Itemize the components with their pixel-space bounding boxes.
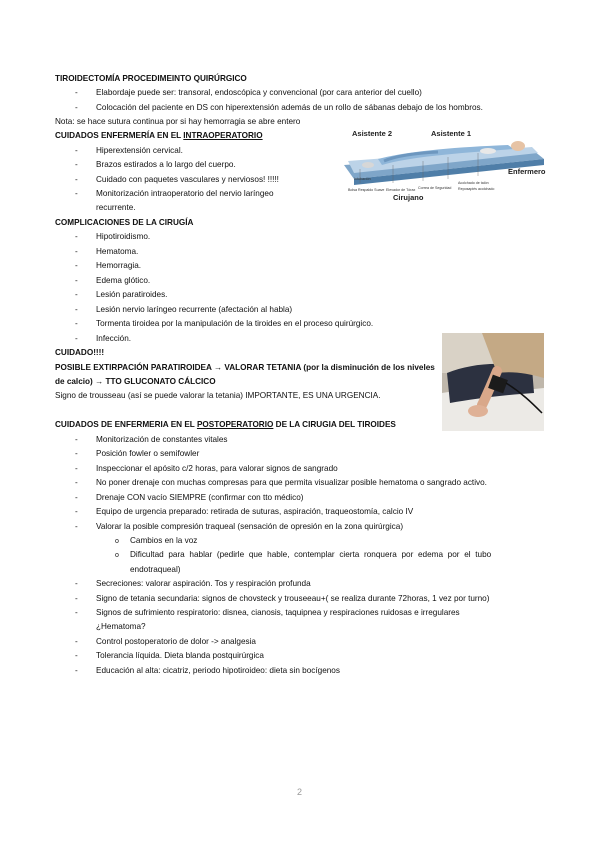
list-item: Elabordaje puede ser: transoral, endoscópica y convencional (por cara anterior del cuello): [96, 88, 422, 97]
list-dash: -: [75, 579, 78, 588]
list-item: Signos de sufrimiento respiratorio: disnea, cianosis, taquipnea y respiraciones ruidosas e irregulares: [96, 608, 460, 617]
list-dash: -: [75, 449, 78, 458]
cuidado-line-2: de calcio) → TTO GLUCONATO CÁLCICO: [55, 377, 216, 386]
small-label: Acolchado de talón: [458, 181, 489, 185]
section-title-postoperatorio: [55, 418, 396, 431]
trousseau-sign-photo: [442, 333, 544, 431]
list-item: Signo de tetania secundaria: signos de chovsteck y trouseeau+( se realiza durante 72horas, 1 vez por turno): [96, 594, 490, 603]
small-label: Correa de Seguridad: [418, 186, 452, 190]
list-item: Hipotiroidismo.: [96, 232, 151, 241]
list-item: Inspeccionar el apósito c/2 horas, para valorar signos de sangrado: [96, 464, 338, 473]
list-item: Tormenta tiroidea por la manipulación de la tiroides en el proceso quirúrgico.: [96, 319, 374, 328]
small-label: Bolsa Respaldo Suave: [348, 188, 385, 192]
title-underlined: INTRAOPERATORIO: [183, 131, 263, 140]
small-label: Reposapiés acolchado: [458, 187, 495, 191]
list-dash: -: [75, 334, 78, 343]
list-item: Monitorización intraoperatorio del nervio laríngeo: [96, 189, 274, 198]
list-item: Posición fowler o semifowler: [96, 449, 200, 458]
list-dash: -: [75, 651, 78, 660]
list-dash: -: [75, 319, 78, 328]
list-dash: -: [75, 637, 78, 646]
list-item: Hiperextensión cervical.: [96, 146, 183, 155]
list-dash: -: [75, 290, 78, 299]
label-cirujano: Cirujano: [393, 193, 424, 202]
title-prefix: CUIDADOS DE ENFERMERIA EN EL: [55, 420, 197, 429]
list-dash: -: [75, 247, 78, 256]
cuidado-line-1: POSIBLE EXTIRPACIÓN PARATIROIDEA → VALORAR TETANIA (por la disminución de los niveles: [55, 363, 435, 372]
list-dash: -: [75, 103, 78, 112]
cuidado-title: CUIDADO!!!!: [55, 348, 105, 357]
sub-bullet: o: [115, 538, 119, 545]
note-text: Nota: se hace sutura continua por si hay hemorragia se abre entero: [55, 117, 301, 126]
list-dash: -: [75, 160, 78, 169]
list-item: Valorar la posible compresión traqueal (sensación de opresión en la zona quirúrgica): [96, 522, 404, 531]
list-dash: -: [75, 261, 78, 270]
list-dash: -: [75, 232, 78, 241]
photo-drawing: [442, 333, 544, 431]
title-suffix: DE LA CIRUGIA DEL TIROIDES: [273, 420, 396, 429]
list-dash: -: [75, 478, 78, 487]
list-item: Secreciones: valorar aspiración. Tos y respiración profunda: [96, 579, 311, 588]
list-dash: -: [75, 464, 78, 473]
list-item: Hemorragia.: [96, 261, 142, 270]
list-item: No poner drenaje con muchas compresas para que permita visualizar posible hematoma o sangrado activo.: [96, 478, 487, 487]
list-item: Lesión paratiroides.: [96, 290, 168, 299]
list-dash: -: [75, 175, 78, 184]
list-dash: -: [75, 189, 78, 198]
list-item: Tolerancia líquida. Dieta blanda postquirúrgica: [96, 651, 264, 660]
list-item: Hematoma.: [96, 247, 139, 256]
title-prefix: CUIDADOS ENFERMERÍA EN EL: [55, 131, 184, 140]
list-item: Monitorización de constantes vitales: [96, 435, 228, 444]
list-item-continuation: ¿Hematoma?: [96, 622, 146, 631]
list-dash: -: [75, 522, 78, 531]
list-dash: -: [75, 507, 78, 516]
list-dash: -: [75, 276, 78, 285]
page-number: 2: [297, 787, 303, 797]
title-underlined: POSTOPERATORIO: [196, 420, 274, 429]
sub-list-item: Dificultad para hablar (pedirle que hable, contemplar cierta ronquera por edema por el tubo: [130, 550, 492, 559]
sub-list-item: Cambios en la voz: [130, 536, 198, 545]
section-title-complicaciones: COMPLICACIONES DE LA CIRUGÍA: [55, 218, 194, 227]
list-dash: -: [75, 594, 78, 603]
label-enfermero: Enfermero: [508, 167, 546, 176]
small-label: Intubación: [354, 177, 371, 181]
list-item-continuation: recurrente.: [96, 203, 136, 212]
list-dash: -: [75, 608, 78, 617]
list-dash: -: [75, 666, 78, 675]
list-dash: -: [75, 305, 78, 314]
list-item: Educación al alta: cicatriz, periodo hipotiroideo: dieta sin bocígenos: [96, 666, 340, 675]
label-asistente-1: Asistente 1: [431, 129, 472, 138]
list-dash: -: [75, 493, 78, 502]
list-item: Infección.: [96, 334, 132, 343]
surgical-positioning-illustration: [338, 121, 550, 203]
small-label: Elevador de Tórax: [386, 188, 416, 192]
list-item: Edema glótico.: [96, 276, 151, 285]
list-item: Control postoperatorio de dolor -> analgesia: [96, 637, 256, 646]
section-title-intraoperatorio: [55, 129, 263, 142]
list-dash: -: [75, 88, 78, 97]
list-item: Cuidado con paquetes vasculares y nerviosos! !!!!!: [96, 175, 279, 184]
list-dash: -: [75, 435, 78, 444]
list-item: Equipo de urgencia preparado: retirada de suturas, aspiración, traqueostomía, calcio IV: [96, 507, 414, 516]
sub-bullet: o: [115, 552, 119, 559]
list-item: Drenaje CON vacío SIEMPRE (confirmar con tto médico): [96, 493, 304, 502]
list-item: Lesión nervio laríngeo recurrente (afectación al habla): [96, 305, 293, 314]
label-asistente-2: Asistente 2: [352, 129, 393, 138]
list-item: Colocación del paciente en DS con hiperextensión además de un rollo de sábanas debajo de los hombros.: [96, 103, 483, 112]
list-dash: -: [75, 146, 78, 155]
cuidado-line-3: Signo de trousseau (así se puede valorar la tetania) IMPORTANTE, ES UNA URGENCIA.: [55, 391, 381, 400]
list-item: Brazos estirados a lo largo del cuerpo.: [96, 160, 236, 169]
sub-list-item-continuation: endotraqueal): [130, 565, 181, 574]
section-title-procedimiento: TIROIDECTOMÍA PROCEDIMEINTO QUIRÚRGICO: [55, 74, 247, 83]
